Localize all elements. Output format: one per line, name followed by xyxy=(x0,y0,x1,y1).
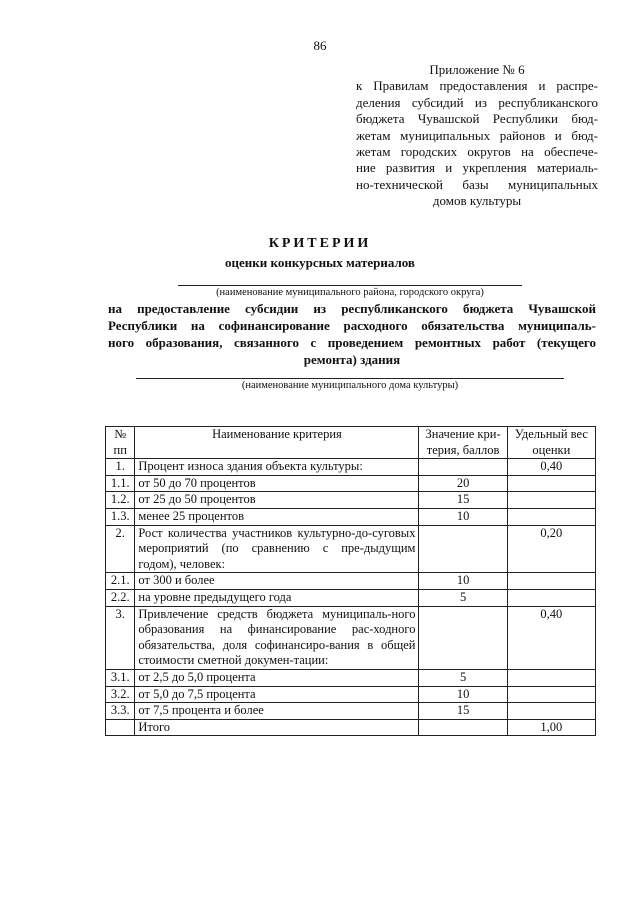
row-num: 3.3. xyxy=(106,703,135,720)
appendix-line: бюджета Чувашской Республики бюд- xyxy=(356,111,598,127)
header-value: Значение кри-терия, баллов xyxy=(419,427,507,459)
appendix-line: жетам муниципальных районов и бюд- xyxy=(356,127,598,143)
row-num xyxy=(106,719,135,736)
table-row xyxy=(106,459,596,476)
row-name: от 7,5 процента и более xyxy=(135,703,419,720)
row-weight: 0,40 xyxy=(507,459,595,476)
header-num: № пп xyxy=(106,427,135,459)
row-value: 5 xyxy=(419,669,507,686)
row-weight xyxy=(507,703,595,720)
table-row xyxy=(106,669,596,686)
purpose-line: Республики на софинансирование расходного обязательства муниципаль- xyxy=(108,318,596,333)
row-name: от 300 и более xyxy=(135,573,419,590)
row-value: 5 xyxy=(419,589,507,606)
appendix-line: ние развития и укрепления материаль- xyxy=(356,160,598,176)
row-num: 2. xyxy=(106,525,135,573)
purpose-text xyxy=(108,300,596,368)
row-num: 1.1. xyxy=(106,475,135,492)
row-value: 10 xyxy=(419,508,507,525)
purpose-line: ного образования, связанного с проведением ремонтных работ (текущего xyxy=(108,335,596,350)
page-number: 86 xyxy=(313,38,327,53)
appendix-text xyxy=(356,78,598,209)
row-num: 3.2. xyxy=(106,686,135,703)
table-row xyxy=(106,686,596,703)
appendix-line: жетам городских округов на обеспече- xyxy=(356,144,598,160)
row-weight xyxy=(507,686,595,703)
row-name: от 5,0 до 7,5 процента xyxy=(135,686,419,703)
purpose-line: на предоставление субсидии из республиканского бюджета Чувашской xyxy=(108,301,596,316)
row-name: менее 25 процентов xyxy=(135,508,419,525)
appendix-line: домов культуры xyxy=(432,193,522,209)
house-of-culture-blank-line xyxy=(136,378,564,379)
row-num: 1.2. xyxy=(106,492,135,509)
row-name: от 2,5 до 5,0 процента xyxy=(135,669,419,686)
header-name: Наименование критерия xyxy=(135,427,419,459)
row-name: от 50 до 70 процентов xyxy=(135,475,419,492)
table-row xyxy=(106,589,596,606)
document-subtitle: оценки конкурсных материалов xyxy=(225,255,415,270)
table-header-row xyxy=(106,427,596,459)
row-num: 3. xyxy=(106,606,135,669)
row-weight: 0,40 xyxy=(507,606,595,669)
row-name: на уровне предыдущего года xyxy=(135,589,419,606)
row-name: Итого xyxy=(135,719,419,736)
table-row xyxy=(106,525,596,573)
row-value xyxy=(419,606,507,669)
row-name: Привлечение средств бюджета муниципаль-ного образования на финансирование рас-ходного обязательства, доля софинансиро-вания в общей стоимости сметной докумен-тации: xyxy=(135,606,419,669)
table-row xyxy=(106,492,596,509)
row-value xyxy=(419,459,507,476)
total-row xyxy=(106,719,596,736)
municipality-caption: (наименование муниципального района, городского округа) xyxy=(216,287,484,298)
row-value xyxy=(419,719,507,736)
table-row xyxy=(106,703,596,720)
row-weight: 1,00 xyxy=(507,719,595,736)
criteria-table xyxy=(105,426,596,736)
appendix-title: Приложение № 6 xyxy=(429,62,525,77)
row-name: от 25 до 50 процентов xyxy=(135,492,419,509)
appendix-block xyxy=(356,62,598,210)
appendix-line: но-технической базы муниципальных xyxy=(356,176,598,192)
row-value: 10 xyxy=(419,686,507,703)
row-weight xyxy=(507,492,595,509)
row-num: 2.2. xyxy=(106,589,135,606)
row-num: 2.1. xyxy=(106,573,135,590)
house-of-culture-caption: (наименование муниципального дома культуры) xyxy=(241,380,459,391)
row-num: 1.3. xyxy=(106,508,135,525)
table-row xyxy=(106,475,596,492)
row-weight: 0,20 xyxy=(507,525,595,573)
table-row xyxy=(106,606,596,669)
row-num: 3.1. xyxy=(106,669,135,686)
municipality-blank-line xyxy=(178,285,522,286)
row-num: 1. xyxy=(106,459,135,476)
row-value: 15 xyxy=(419,492,507,509)
row-name: Рост количества участников культурно-до-суговых мероприятий (по сравнению с пре-дыдущим годом), человек: xyxy=(135,525,419,573)
row-value xyxy=(419,525,507,573)
header-weight: Удельный вес оценки xyxy=(507,427,595,459)
row-weight xyxy=(507,475,595,492)
appendix-line: деления субсидий из республиканского xyxy=(356,94,598,110)
row-value: 10 xyxy=(419,573,507,590)
row-weight xyxy=(507,508,595,525)
row-value: 15 xyxy=(419,703,507,720)
table-row xyxy=(106,508,596,525)
table-row xyxy=(106,573,596,590)
row-value: 20 xyxy=(419,475,507,492)
row-weight xyxy=(507,669,595,686)
appendix-line: к Правилам предоставления и распре- xyxy=(356,78,598,94)
row-name: Процент износа здания объекта культуры: xyxy=(135,459,419,476)
row-weight xyxy=(507,589,595,606)
row-weight xyxy=(507,573,595,590)
purpose-line: ремонта) здания xyxy=(303,352,401,367)
document-title: КРИТЕРИИ xyxy=(268,236,372,251)
